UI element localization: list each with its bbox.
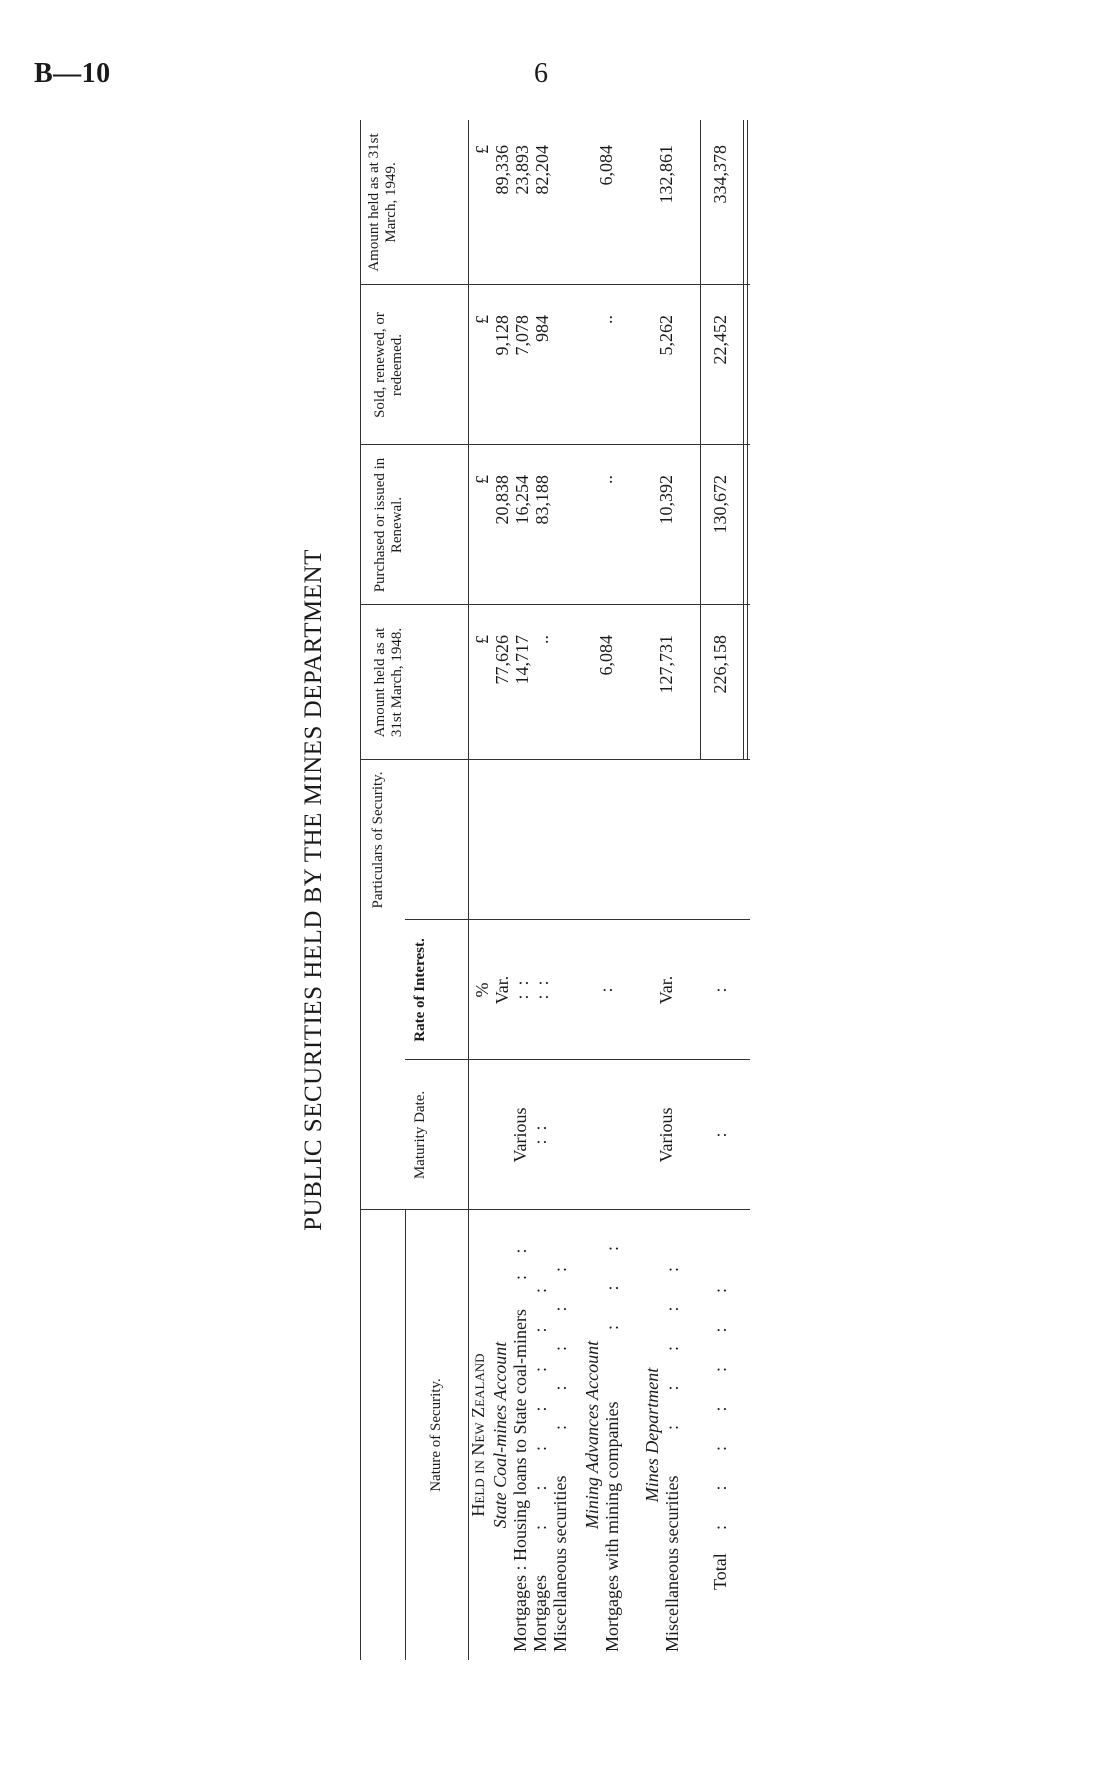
row5-nature: Miscellaneous securities — [662, 1475, 682, 1652]
header-rate: Rate of Interest. — [412, 938, 428, 1042]
page-ref: B—10 — [34, 58, 111, 89]
rule-particulars — [405, 1210, 406, 1660]
unit-held-1948: £ — [472, 635, 492, 644]
row1-maturity: Various — [510, 1107, 530, 1163]
row1-sold: 9,128 — [492, 315, 512, 356]
rule-subtotal — [700, 120, 701, 760]
unit-rate: % — [472, 982, 492, 998]
row5-purchased: 10,392 — [656, 475, 676, 525]
row1-purchased: 20,838 — [492, 475, 512, 525]
row3-purchased: 83,188 — [532, 475, 552, 525]
row4-purchased: .. — [596, 475, 616, 484]
row4-held-1949: 6,084 — [596, 145, 616, 186]
row4-rate-dots: : — [596, 987, 616, 993]
unit-purchased: £ — [472, 475, 492, 484]
row5-sold: 5,262 — [656, 315, 676, 356]
row2-sold: 7,078 — [512, 315, 532, 356]
table-title: PUBLIC SECURITIES HELD BY THE MINES DEPARTMENT — [300, 549, 327, 1231]
header-nature: Nature of Security. — [428, 1378, 444, 1492]
header-sold: Sold, renewed, or redeemed. — [372, 312, 406, 418]
row3-held-1949: 82,204 — [532, 145, 552, 195]
row5-held-1948: 127,731 — [656, 635, 676, 694]
row2-maturity-dots: : : — [530, 1125, 550, 1145]
header-particulars: Particulars of Security. — [370, 771, 386, 909]
row3-rate-dots: : : — [532, 980, 552, 1000]
col-rule-4 — [360, 759, 750, 760]
row5-dots: : : : : : — [662, 1264, 682, 1430]
row2-rate-dots: : : — [512, 980, 532, 1000]
row3-dots: : : : : : — [550, 1264, 570, 1430]
account-coal: State Coal-mines Account — [490, 1341, 510, 1529]
row2-held-1948: 14,717 — [512, 635, 532, 685]
row5-maturity: Various — [656, 1107, 676, 1163]
unit-held-1949: £ — [472, 145, 492, 154]
row5-rate: Var. — [656, 975, 676, 1005]
total-dots: : : : : : : : — [710, 1285, 730, 1530]
row2-held-1949: 23,893 — [512, 145, 532, 195]
col-rule-3 — [405, 919, 750, 920]
col-rule-1 — [360, 1209, 750, 1210]
rule-total-1 — [743, 120, 744, 760]
row3-nature: Miscellaneous securities — [550, 1475, 570, 1652]
header-maturity: Maturity Date. — [412, 1090, 428, 1180]
row1-dots: : : — [510, 1246, 530, 1280]
col-rule-2 — [405, 1059, 750, 1060]
total-held-1948: 226,158 — [710, 635, 730, 694]
header-held-1948: Amount held as at 31st March, 1948. — [372, 627, 406, 738]
total-sold: 22,452 — [710, 315, 730, 365]
unit-sold: £ — [472, 315, 492, 324]
row1-held-1948: 77,626 — [492, 635, 512, 685]
total-label: Total — [710, 1553, 730, 1590]
total-maturity-dots: : — [710, 1132, 730, 1138]
row4-sold: .. — [596, 315, 616, 324]
account-mines: Mines Department — [642, 1367, 662, 1503]
header-held-1949: Amount held as at 31st March, 1949. — [366, 133, 400, 272]
row5-held-1949: 132,861 — [656, 145, 676, 204]
page-number: 6 — [534, 58, 548, 89]
rule-top — [360, 120, 361, 1660]
row4-nature: Mortgages with mining companies — [602, 1401, 622, 1652]
account-mining: Mining Advances Account — [582, 1340, 602, 1530]
row2-purchased: 16,254 — [512, 475, 532, 525]
row1-rate: Var. — [492, 975, 512, 1005]
header-purchased: Purchased or issued in Renewal. — [372, 457, 406, 593]
col-rule-5 — [360, 604, 750, 605]
row4-dots: : : : — [602, 1243, 622, 1330]
row2-dots: : : : : : : : — [530, 1285, 550, 1530]
section-title: Held in New Zealand — [468, 1353, 488, 1517]
row1-held-1949: 89,336 — [492, 145, 512, 195]
col-rule-7 — [360, 284, 750, 285]
rule-total-2 — [747, 120, 748, 760]
row2-nature: Mortgages — [530, 1575, 550, 1652]
rotated-table — [300, 120, 790, 1660]
row1-nature: Mortgages : Housing loans to State coal-miners — [510, 1309, 530, 1652]
row3-held-1948: .. — [532, 635, 552, 644]
row4-held-1948: 6,084 — [596, 635, 616, 676]
col-rule-6 — [360, 444, 750, 445]
total-held-1949: 334,378 — [710, 145, 730, 204]
row3-sold: 984 — [532, 315, 552, 342]
total-rate-dots: : — [710, 987, 730, 993]
total-purchased: 130,672 — [710, 475, 730, 534]
